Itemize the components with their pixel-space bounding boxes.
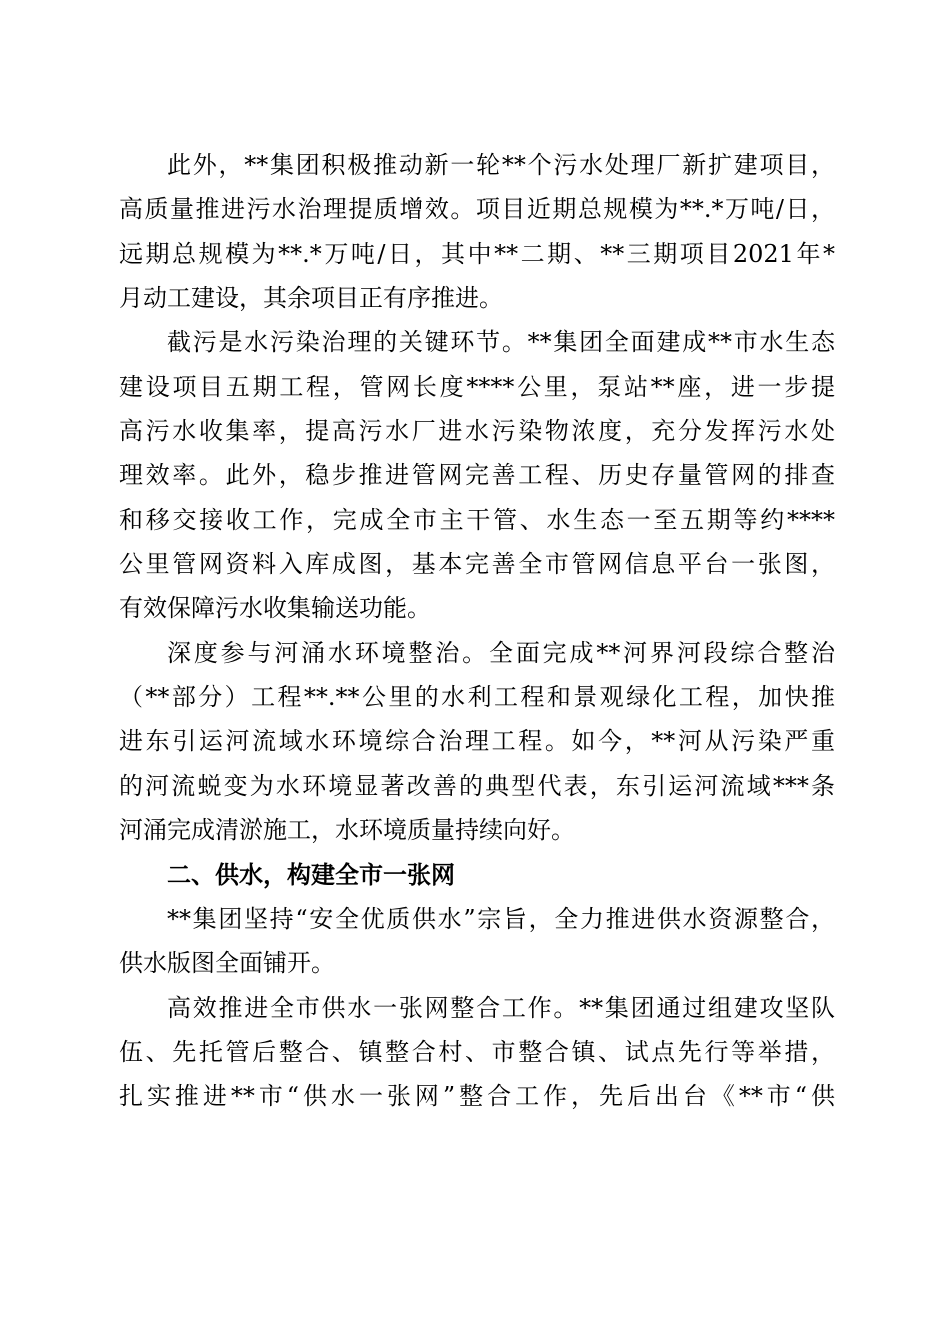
text-line: 远期总规模为**.*万吨/日，其中**二期、**三期项目2021年* [119,239,835,268]
text-line: 深度参与河涌水环境整治。全面完成**河界河段综合整治 [167,638,835,667]
text-line: 和移交接收工作，完成全市主干管、水生态一至五期等约**** [119,505,835,534]
text-line: 有效保障污水收集输送功能。 [119,594,431,623]
text-line: 高质量推进污水治理提质增效。项目近期总规模为**.*万吨/日， [119,195,835,224]
paragraph-river-remediation [119,631,835,853]
text-line: 公里管网资料入库成图，基本完善全市管网信息平台一张图， [119,550,835,579]
text-line: （**部分）工程**.**公里的水利工程和景观绿化工程，加快推 [119,683,835,712]
text-line: 供水版图全面铺开。 [119,949,335,978]
text-line: 扎实推进**市“供水一张网”整合工作，先后出台《**市“供 [119,1082,835,1111]
text-line: 河涌完成清淤施工，水环境质量持续向好。 [119,816,575,845]
text-line: 此外，**集团积极推动新一轮**个污水处理厂新扩建项目， [167,151,835,179]
section-heading: 二、供水，构建全市一张网 [167,860,455,889]
paragraph-expansion-projects [119,143,835,320]
text-line: 进东引运河流域水环境综合治理工程。如今，**河从污染严重 [119,727,835,756]
text-line: 理效率。此外，稳步推进管网完善工程、历史存量管网的排查 [119,461,835,490]
text-line: **集团坚持“安全优质供水”宗旨，全力推进供水资源整合， [167,904,835,933]
text-line: 高效推进全市供水一张网整合工作。**集团通过组建攻坚队 [167,993,835,1022]
document-body [119,143,835,1119]
text-line: 的河流蜕变为水环境显著改善的典型代表，东引运河流域***条 [119,771,835,800]
text-line: 伍、先托管后整合、镇整合村、市整合镇、试点先行等举措， [119,1037,835,1066]
paragraph-sewage-interception [119,320,835,630]
section-heading-water-supply [119,853,835,897]
text-line: 高污水收集率，提高污水厂进水污染物浓度，充分发挥污水处 [119,417,835,446]
text-line: 建设项目五期工程，管网长度****公里，泵站**座，进一步提 [119,372,835,401]
paragraph-safe-water-supply [119,897,835,986]
text-line: 截污是水污染治理的关键环节。**集团全面建成**市水生态 [167,328,835,357]
paragraph-supply-network-integration [119,986,835,1119]
text-line: 月动工建设，其余项目正有序推进。 [119,284,503,313]
